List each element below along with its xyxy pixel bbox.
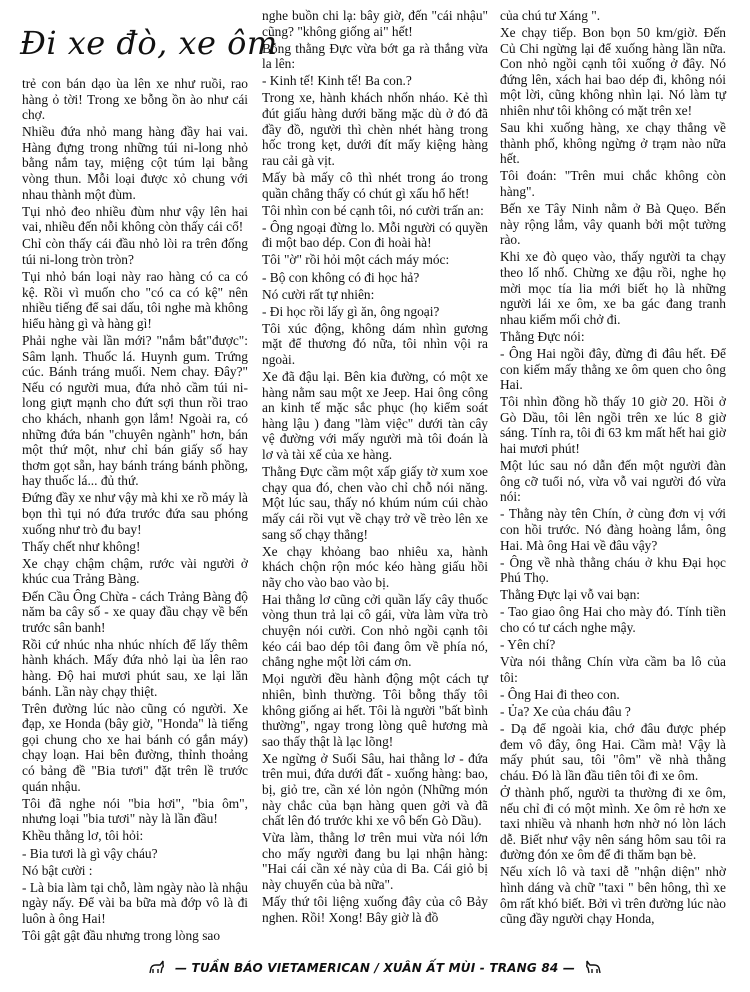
- paragraph: - Ông ngoại đừng lo. Mỗi người có quyền đi một bao dép. Con đi hoài hà!: [262, 219, 488, 251]
- paragraph: - Yên chí?: [500, 637, 556, 653]
- paragraph: Tôi gật gật đầu nhưng trong lòng sao: [22, 927, 221, 943]
- paragraph: Tôi nhìn con bé cạnh tôi, nó cười trấn an:: [262, 202, 484, 218]
- paragraph: Xe ngừng ở Suối Sâu, hai thằng lơ - đứa trên mui, đứa dưới đất - xuống hàng: bao, bị, giỏ tre, cần xé lỏn ngỏn (Những món này chắc của bạn hàng quen gởi và đã chất lên đó trước khi xe vô bến Gò Dầu).: [262, 750, 488, 829]
- paragraph: - Bộ con không có đi học hả?: [262, 269, 420, 285]
- paragraph: Thấy chết như không!: [22, 538, 141, 554]
- paragraph: Trên đường lúc nào cũng có người. Xe đạp, xe Honda (bây giờ, "Honda" là tiếng gọi chung cho xe hai bánh có gắn máy) chạy loạn. Hai bên đường, thỉnh thoảng có bảng đề "Bia tươi" đặt trên lề trước quán nhậu.: [22, 700, 248, 794]
- paragraph: Xe chạy tiếp. Bon bọn 50 km/giờ. Đến Củ Chi ngừng lại để xuống hàng lần nữa. Con nhỏ ngồi cạnh tôi xuống ở đây. Nó đứng lên, xách hai bao dép đi, không nói một lời, cũng không nhìn lại. Nó làm tự nhiên như tôi không có mặt trên xe!: [500, 25, 726, 119]
- paragraph: Tôi đã nghe nói "bia hơi", "bia ôm", nhưng loại "bia tươi" này là lần đầu!: [22, 795, 248, 827]
- paragraph: Nhiều đứa nhỏ mang hàng đầy hai vai. Hàng đựng trong những túi ni-long nhỏ bằng nắm tay, miệng cột túm lại bằng vòng thun. Mỗi loại được xỏ chung với nhau thành một đùm.: [22, 124, 248, 202]
- paragraph: - Bia tươi là gì vậy cháu?: [22, 845, 158, 861]
- paragraph: Ở thành phố, người ta thường đi xe ôm, nếu chỉ đi có một mình. Xe ôm rẻ hơn xe taxi nhiều và nhanh hơn nhờ nó lòn lách dễ. Biết như vậy nên sáng hôm sau tôi ra đường đón xe ôm để đi thăm bạn bè.: [500, 785, 726, 863]
- paragraph: Thằng Đực nói:: [500, 328, 585, 344]
- paragraph: Nó bật cười :: [22, 862, 93, 878]
- text-column-1: [22, 76, 248, 945]
- paragraph: Nó cười rất tự nhiên:: [262, 286, 375, 302]
- footer-text: — TUẦN BÁO VIETAMERICAN / XUÂN ẤT MÙI - TRANG 84 —: [174, 961, 576, 975]
- paragraph: Bến xe Tây Ninh nằm ở Bà Quẹo. Bến này rộng lắm, vây quanh bởi một tường rào.: [500, 201, 726, 248]
- paragraph: Tôi nhìn đồng hồ thấy 10 giờ 20. Hồi ở Gò Dầu, tôi lên ngồi trên xe lúc 8 giờ sáng. Tính ra, tôi đi 63 km mất hết hai giờ hai mươi phút!: [500, 394, 726, 457]
- paragraph: Tôi xúc động, không dám nhìn gương mặt để thương đó nữa, tôi nhìn vội ra ngoài.: [262, 320, 488, 367]
- paragraph: - Ủa? Xe của cháu đâu ?: [500, 704, 631, 720]
- paragraph: Đến Cầu Ông Chừa - cách Trảng Bàng độ năm ba cây số - xe quay đầu chạy về bến trước sân banh!: [22, 588, 248, 635]
- paragraph: Tôi "ờ" rồi hỏi một cách máy móc:: [262, 252, 450, 268]
- paragraph: của chú tư Xáng ".: [500, 8, 601, 23]
- paragraph: Xe chạy chậm chậm, rước vài người ở khúc cua Trảng Bàng.: [22, 555, 248, 587]
- paragraph: Mấy thứ tôi liệng xuống đây của cô Bảy nghen. Rồi! Xong! Bây giờ là đồ: [262, 894, 488, 925]
- paragraph: Khi xe đò quẹo vào, thấy người ta chạy theo lố nhố. Chừng xe đậu rồi, nghe họ mời mọc tía lia mới biết họ là những người lái xe ôm, xe ba gác đang tranh nhau kiếm mối chở đi.: [500, 249, 726, 327]
- paragraph: - Thằng này tên Chín, ở cùng đơn vị với con hồi trước. Nó đàng hoàng lắm, ông Hai. Mà ông Hai về đâu vậy?: [500, 506, 726, 553]
- paragraph: Xe chạy khỏang bao nhiêu xa, hành khách chộn rộn móc kéo hàng giấu hồi nãy cho vào bao vào bị.: [262, 543, 488, 590]
- paragraph: Vừa làm, thằng lơ trên mui vừa nói lớn cho mấy người đang bu lại nhận hàng: "Hai cái cần xé này của di Ba. Cái giỏ bị này chuyển của bà nữa".: [262, 830, 488, 893]
- paragraph: - Đi học rồi lấy gì ăn, ông ngoại?: [262, 303, 440, 319]
- text-column-2: [262, 8, 488, 927]
- paragraph: trẻ con bán dạo ùa lên xe như ruồi, rao hàng ỏ tời! Trong xe bỗng ồn ào như cái chợ.: [22, 76, 248, 123]
- paragraph: Một lúc sau nó dẫn đến một người đàn ông cỡ tuổi nó, vừa vỗ vai người đó vừa nói:: [500, 458, 726, 505]
- paragraph: Hai thằng lơ cũng cởi quần lấy cây thuốc vòng thun trả lại cô gái, vừa làm vừa trò chuyện nói cười. Con nhỏ ngồi cạnh tôi kéo cái bao dép tôi đang ôm về phía nó, chẳng nghe một lời cám ơn.: [262, 591, 488, 670]
- paragraph: Đứng đầy xe như vậy mà khi xe rồ máy là bọn thì tụi nó đứa trước đứa sau phóng xuống như trò đu bay!: [22, 490, 248, 537]
- paragraph: - Ông Hai ngồi đây, đừng đi đâu hết. Để con kiếm mấy thằng xe ôm quen cho ông Hai.: [500, 345, 726, 393]
- paragraph: Xe đã đậu lại. Bên kia đường, có một xe hàng nằm sau một xe Jeep. Hai ông công an kinh tế mặc sắc phục (họ kiểm soát hàng lậu ) đang "làm việc" dưới tàn cây vệ đường với mấy người mà tôi đoán là lơ và tài xế của xe hàng.: [262, 369, 488, 463]
- paragraph: Vừa nói thằng Chín vừa cầm ba lô của tôi:: [500, 654, 726, 685]
- paragraph: Rồi cứ nhúc nha nhúc nhích để lấy thêm hành khách. Mấy đứa nhỏ lại ùa lên rao hàng. Độ hai mươi phút sau, xe lại lăn bánh. Lần này chạy thiệt.: [22, 636, 248, 699]
- article-title: Đi xe đò, xe ôm: [20, 24, 278, 62]
- paragraph: Khều thằng lơ, tôi hỏi:: [22, 828, 144, 844]
- paragraph: Tôi đoán: "Trên mui chắc không còn hàng".: [500, 168, 726, 200]
- paragraph: Trong xe, hành khách nhốn nháo. Kẻ thì đút giấu hàng dưới băng mặc dù ở đó đã đầy đồ, người thì chèn nhét hàng trong hốc trong kẹt, dưới đít mấy kiệng hàng rau cải gà vịt.: [262, 90, 488, 168]
- paragraph: - Là bia làm tại chỗ, làm ngày nào là nhậu ngày nấy. Để vài ba bữa mà đớp vô là đi luôn à ông Hai!: [22, 879, 248, 926]
- goat-icon: [585, 960, 603, 976]
- paragraph: Mọi người đều hành động một cách tự nhiên, bình thường. Tôi bỗng thấy tôi không giống ai hết. Tôi là người "bất bình thường", ngay trong lòng quê hương mà sao thấy thật là lạc lõng!: [262, 671, 488, 749]
- paragraph: Thằng Đực lại vỗ vai bạn:: [500, 587, 641, 603]
- paragraph: - Dạ để ngoài kia, chớ đâu được phép đem vô đây, ông Hai. Cầm mà! Vậy là mấy phút sau, tôi "ôm" về nhà thằng cháu. Đó là lần đầu tiên tôi đi xe ôm.: [500, 721, 726, 783]
- paragraph: - Ông về nhà thằng cháu ở khu Đại học Phú Thọ.: [500, 554, 726, 586]
- paragraph: - Tao giao ông Hai cho mày đó. Tính tiền cho có tư cách nghe mậy.: [500, 604, 726, 636]
- paragraph: Sau khi xuống hàng, xe chạy thẳng về thành phố, không ngừng ở trạm nào nữa hết.: [500, 120, 726, 167]
- paragraph: Mấy bà mấy cô thì nhét trong áo trong quần chẳng thấy có chút gì xấu hổ hết!: [262, 169, 488, 201]
- paragraph: - Ông Hai đi theo con.: [500, 686, 620, 702]
- paragraph: Thằng Đực cầm một xấp giấy tờ xum xoe chạy qua đó, chen vào chỉ chỗ nói năng. Một lúc sau, thấy nó khúm núm cúi chào mấy cái rồi vụt về chạy trở về trèo lên xe sang số chạy thẳng!: [262, 464, 488, 542]
- paragraph: Nếu xích lô và taxi dễ "nhận diện" nhờ hình dáng và chữ "taxi " bên hông, thì xe ôm rất khó biết. Bởi vì trên đường lúc nào cũng đầy người chạy Honda,: [500, 864, 726, 927]
- paragraph: nghe buồn chi lạ: bây giờ, đến "cái nhậu" cũng? "không giống ai" hết!: [262, 8, 488, 39]
- text-column-3: [500, 8, 726, 928]
- paragraph: Phải nghe vài lần mới? "nắm bắt"được": Sâm lạnh. Thuốc lá. Huynh gum. Trứng cúc. Bánh tráng muối. Nem chay. Đây?" Nếu có người mua, đứa nhỏ cầm túi ni-long giựt mạnh cho đứt sợi thun rồi trao cho khách, nhanh gọn lắm! Ngoài ra, có những đứa bán "chuyên ngành" hơn, bán một thứ một, như chỉ bán giấy số hay thơm gọt sẵn, hay bánh tráng bánh phồng, hay thuốc lá... đủ thứ.: [22, 333, 248, 489]
- paragraph: Tụi nhỏ bán loại này rao hàng có ca có kệ. Rồi vì muốn cho "có ca có kệ" nên nhiều tiếng để sai dấu, tôi nghe mà không hiểu hàng gì và hàng gì!: [22, 269, 248, 331]
- paragraph: Chỉ còn thấy cái đầu nhỏ lòi ra trên đống túi ni-long tròn tròn?: [22, 236, 248, 268]
- paragraph: Bỗng thằng Đực vừa bớt ga rà thắng vừa la lên:: [262, 40, 488, 72]
- paragraph: Tụi nhỏ đeo nhiều đùm như vậy lên hai vai, nhiều đến nỗi không còn thấy cái cổ!: [22, 203, 248, 235]
- paragraph: - Kinh tế! Kinh tế! Ba con.?: [262, 73, 412, 89]
- goat-icon: [147, 960, 165, 976]
- page-footer: [0, 960, 750, 986]
